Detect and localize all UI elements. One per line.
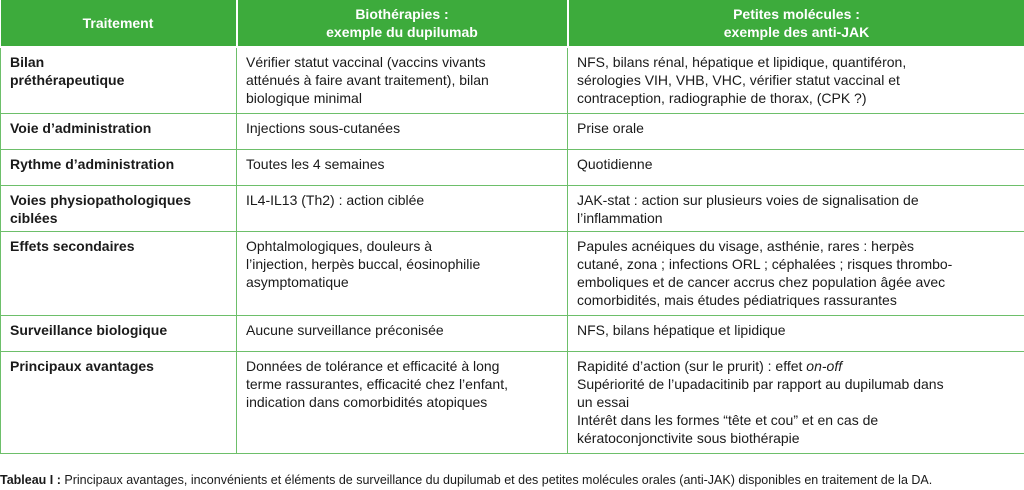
row-label: [1, 47, 237, 114]
row-label: [1, 150, 237, 186]
cell-line: Bilan: [10, 54, 45, 70]
cell-line: Rapidité d’action (sur le prurit) : effet on-off: [577, 358, 843, 374]
row-label: [1, 114, 237, 150]
cell-line: contraception, radiographie de thorax, (CPK ?): [577, 90, 867, 106]
cell-line: Données de tolérance et efficacité à long: [246, 358, 500, 374]
cell-line: Effets secondaires: [10, 238, 135, 254]
header-row: [1, 0, 1024, 47]
jak-cell: [568, 316, 1024, 352]
cell-line: NFS, bilans hépatique et lipidique: [577, 322, 786, 338]
table-row: [1, 232, 1024, 316]
table-row: [1, 352, 1024, 454]
biotherapy-cell: [237, 186, 568, 232]
cell-line: exemple des anti-JAK: [723, 24, 870, 40]
cell-line: Voies physiopathologiques: [10, 192, 191, 208]
cell-line: asymptomatique: [246, 274, 349, 290]
jak-cell: [568, 47, 1024, 114]
cell-line: Biothérapies :: [355, 6, 449, 22]
cell-line: Intérêt dans les formes “tête et cou” et en cas de: [577, 412, 879, 428]
row-label: [1, 232, 237, 316]
biotherapy-cell: [237, 316, 568, 352]
cell-line: atténués à faire avant traitement), bilan: [246, 72, 489, 88]
cell-line: sérologies VIH, VHB, VHC, vérifier statut vaccinal et: [577, 72, 900, 88]
cell-line: Surveillance biologique: [10, 322, 168, 338]
cell-line: Traitement: [82, 15, 154, 31]
cell-line: Supériorité de l’upadacitinib par rapport au dupilumab dans: [577, 376, 944, 392]
header-petites-molecules: [568, 0, 1024, 47]
header-traitement: [1, 0, 237, 47]
cell-line: Papules acnéiques du visage, asthénie, rares : herpès: [577, 238, 914, 254]
cell-line: préthérapeutique: [10, 72, 125, 88]
biotherapy-cell: [237, 47, 568, 114]
header-biotherapies: [237, 0, 568, 47]
biotherapy-cell: [237, 232, 568, 316]
caption-text: Principaux avantages, inconvénients et éléments de surveillance du dupilumab et des petites molécules orales (anti-JAK) disponibles en traitement de la DA.: [60, 473, 933, 487]
cell-line: Toutes les 4 semaines: [246, 156, 385, 172]
cell-line: emboliques et de cancer accrus chez population âgée avec: [577, 274, 946, 290]
jak-cell: [568, 150, 1024, 186]
cell-line: comorbidités, mais études pédiatriques rassurantes: [577, 292, 897, 308]
table-caption: [0, 473, 932, 487]
cell-line: Voie d’administration: [10, 120, 152, 136]
row-label: [1, 352, 237, 454]
cell-line: l’injection, herpès buccal, éosinophilie: [246, 256, 481, 272]
cell-line: ciblées: [10, 210, 58, 226]
jak-cell: [568, 232, 1024, 316]
caption-label: Tableau I :: [0, 473, 61, 487]
biotherapy-cell: [237, 114, 568, 150]
table-row: [1, 150, 1024, 186]
biotherapy-cell: [237, 352, 568, 454]
table-row: [1, 186, 1024, 232]
cell-line: indication dans comorbidités atopiques: [246, 394, 488, 410]
cell-line: JAK-stat : action sur plusieurs voies de signalisation de: [577, 192, 919, 208]
table-row: [1, 114, 1024, 150]
cell-line: Prise orale: [577, 120, 644, 136]
cell-line: NFS, bilans rénal, hépatique et lipidique, quantiféron,: [577, 54, 907, 70]
cell-line: Vérifier statut vaccinal (vaccins vivants: [246, 54, 486, 70]
table-row: [1, 316, 1024, 352]
cell-line: Aucune surveillance préconisée: [246, 322, 444, 338]
cell-line: Ophtalmologiques, douleurs à: [246, 238, 433, 254]
cell-line: cutané, zona ; infections ORL ; céphalées ; risques thrombo-: [577, 256, 953, 272]
cell-line: exemple du dupilumab: [326, 24, 478, 40]
jak-cell: [568, 352, 1024, 454]
jak-cell: [568, 186, 1024, 232]
cell-line: Petites molécules :: [733, 6, 860, 22]
cell-line: biologique minimal: [246, 90, 362, 106]
biotherapy-cell: [237, 150, 568, 186]
jak-cell: [568, 114, 1024, 150]
row-label: [1, 316, 237, 352]
table-row: [1, 47, 1024, 114]
cell-line: Injections sous-cutanées: [246, 120, 401, 136]
cell-line: Quotidienne: [577, 156, 653, 172]
cell-line: un essai: [577, 394, 630, 410]
cell-line: IL4-IL13 (Th2) : action ciblée: [246, 192, 425, 208]
cell-line: Rythme d’administration: [10, 156, 175, 172]
row-label: [1, 186, 237, 232]
cell-line: Principaux avantages: [10, 358, 154, 374]
cell-line: kératoconjonctivite sous biothérapie: [577, 430, 800, 446]
cell-line: terme rassurantes, efficacité chez l’enfant,: [246, 376, 508, 392]
cell-line: l’inflammation: [577, 210, 663, 226]
